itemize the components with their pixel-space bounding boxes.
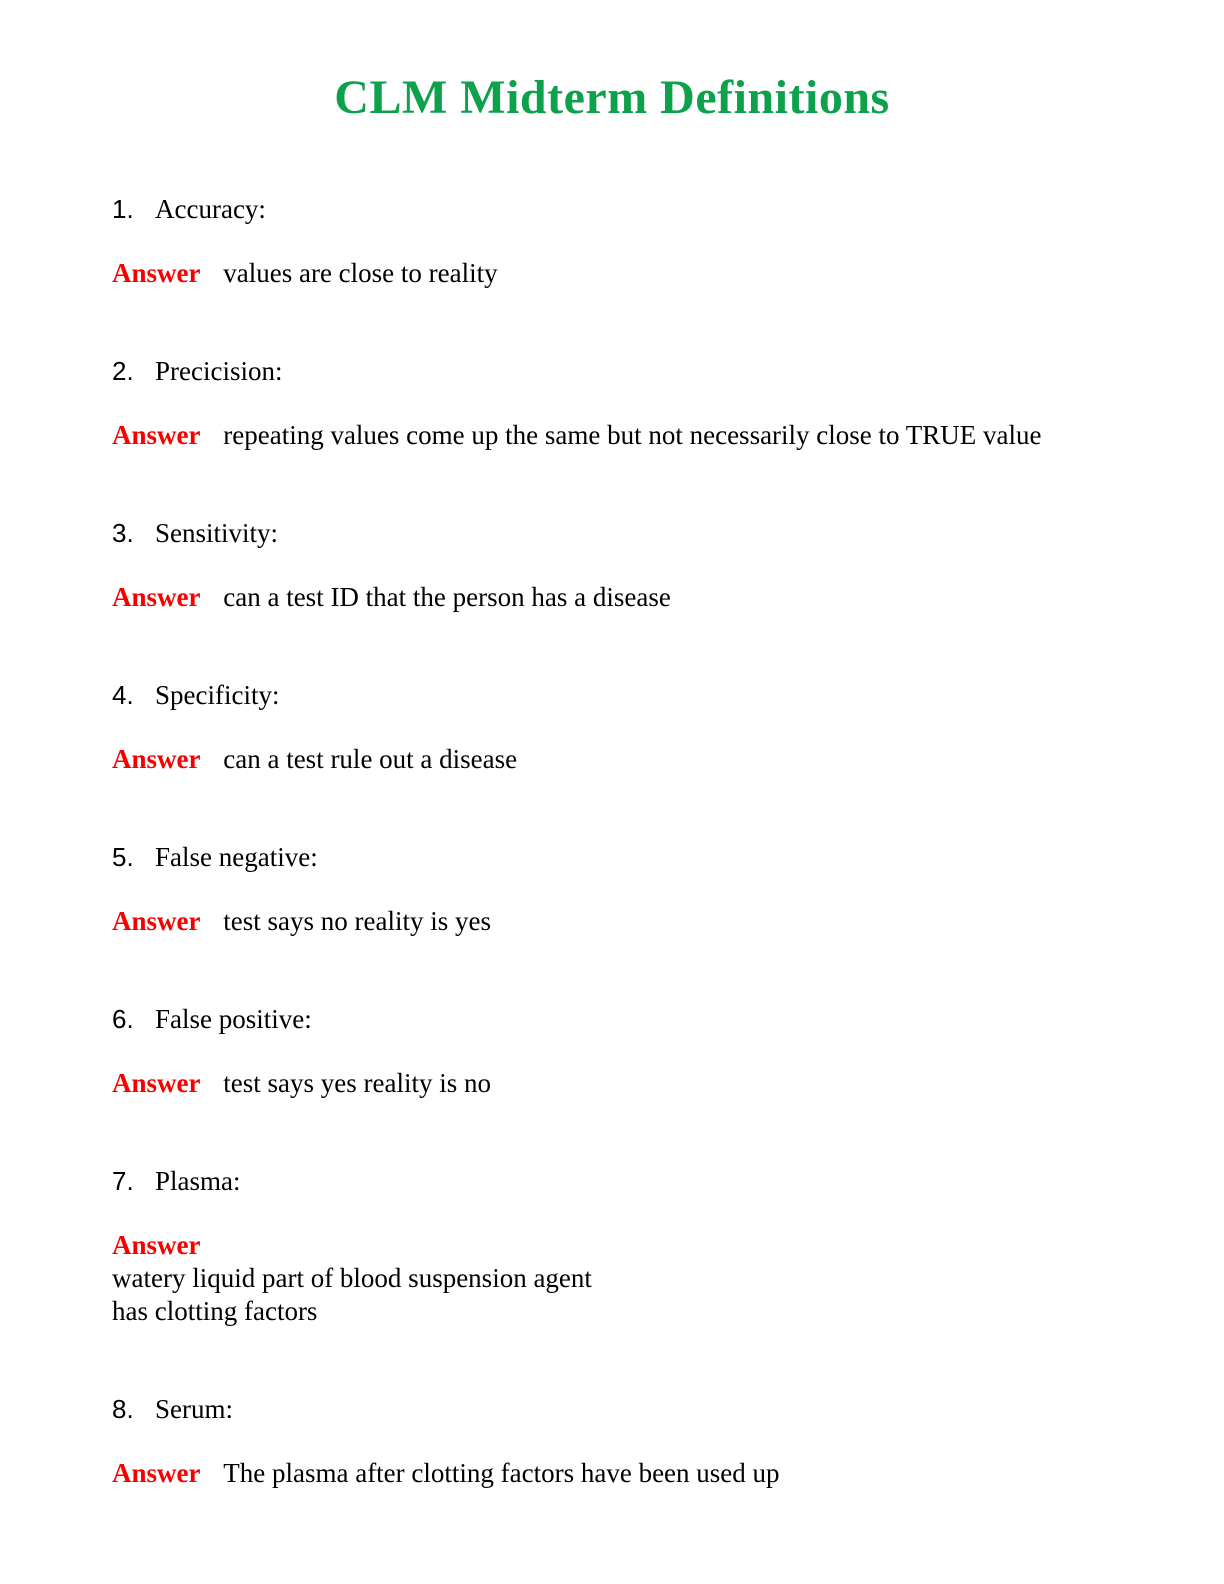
answer-text: test says yes reality is no [223, 1068, 491, 1098]
answer-text: The plasma after clotting factors have been used up [223, 1458, 780, 1488]
definition-item [112, 192, 1124, 290]
answer-label: Answer [112, 1068, 201, 1098]
answer-label: Answer [112, 420, 201, 450]
term-line [112, 678, 1124, 712]
answer-text: test says no reality is yes [223, 906, 491, 936]
term-line [112, 516, 1124, 550]
answer-text: can a test ID that the person has a disease [223, 582, 671, 612]
answer-text: repeating values come up the same but not necessarily close to TRUE value [223, 420, 1042, 450]
answer-line [112, 1228, 1124, 1328]
item-number: 6. [112, 1004, 134, 1034]
item-number: 3. [112, 518, 134, 548]
answer-line [112, 418, 1124, 452]
item-number: 4. [112, 680, 134, 710]
answer-line [112, 256, 1124, 290]
answer-line [112, 1456, 1124, 1490]
definition-item [112, 516, 1124, 614]
term-label: Precicision: [155, 356, 283, 386]
term-label: False negative: [155, 842, 318, 872]
page-title: CLM Midterm Definitions [334, 71, 890, 124]
definition-item [112, 678, 1124, 776]
answer-line [112, 580, 1124, 614]
term-line [112, 1164, 1124, 1198]
answer-text-line: has clotting factors [112, 1296, 318, 1326]
answer-line [112, 742, 1124, 776]
answer-line [112, 1066, 1124, 1100]
answer-label: Answer [112, 1458, 201, 1488]
answer-label: Answer [112, 582, 201, 612]
definition-item [112, 840, 1124, 938]
answer-label: Answer [112, 1230, 201, 1260]
term-label: Specificity: [155, 680, 280, 710]
answer-label: Answer [112, 258, 201, 288]
term-label: Sensitivity: [155, 518, 279, 548]
item-number: 2. [112, 356, 134, 386]
definition-item [112, 1164, 1124, 1328]
item-number: 8. [112, 1394, 134, 1424]
term-line [112, 1002, 1124, 1036]
definition-item [112, 354, 1124, 452]
definition-item [112, 1392, 1124, 1490]
answer-label: Answer [112, 906, 201, 936]
answer-text-line: watery liquid part of blood suspension agent [112, 1263, 592, 1293]
item-number: 1. [112, 194, 134, 224]
term-label: Plasma: [155, 1166, 241, 1196]
term-label: False positive: [155, 1004, 312, 1034]
term-line [112, 192, 1124, 226]
definition-list [0, 192, 1224, 1490]
term-line [112, 840, 1124, 874]
term-line [112, 1392, 1124, 1426]
item-number: 7. [112, 1166, 134, 1196]
item-number: 5. [112, 842, 134, 872]
term-label: Accuracy: [155, 194, 266, 224]
answer-text: can a test rule out a disease [223, 744, 518, 774]
answer-text: values are close to reality [223, 258, 498, 288]
definition-item [112, 1002, 1124, 1100]
term-label: Serum: [155, 1394, 233, 1424]
answer-label: Answer [112, 744, 201, 774]
term-line [112, 354, 1124, 388]
answer-line [112, 904, 1124, 938]
